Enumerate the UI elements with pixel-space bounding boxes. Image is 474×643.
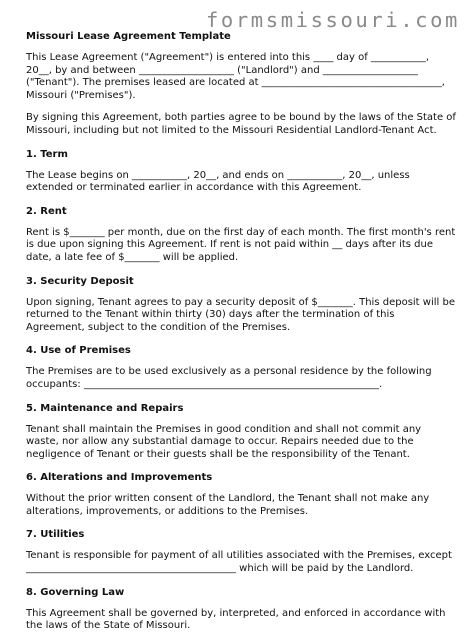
section-security-deposit xyxy=(26,275,456,335)
section-heading: 4. Use of Premises xyxy=(26,345,131,357)
section-heading: 6. Alterations and Improvements xyxy=(26,472,213,484)
section-maintenance xyxy=(26,402,456,462)
section-text: This Agreement shall be governed by, interpreted, and enforced in accordance with the laws of the State of Missouri. xyxy=(26,607,446,632)
document-page xyxy=(26,30,456,643)
watermark: formsmissouri.com xyxy=(205,8,460,32)
intro-paragraph: This Lease Agreement ("Agreement") is entered into this ____ day of ___________, 20__, by and between ___________________ ("Landlord") and ___________________ ("Tenant"). The premises leased are located at ____________________________________, Missouri ("Premises"). xyxy=(26,52,445,101)
section-text: Tenant is responsible for payment of all utilities associated with the Premises, except __________________________________________ which will be paid by the Landlord. xyxy=(26,550,452,575)
section-text: Upon signing, Tenant agrees to pay a security deposit of $_______. This deposit will be returned to the Tenant within thirty (30) days after the termination of this Agreement, subject to the condition of the Premises. xyxy=(26,296,455,333)
section-term xyxy=(26,148,456,195)
section-text: Rent is $_______ per month, due on the first day of each month. The first month's rent is due upon signing this Agreement. If rent is not paid within __ days after its due date, a late fee of $_______ will be applied. xyxy=(26,226,456,263)
section-rent xyxy=(26,205,456,265)
section-heading: 7. Utilities xyxy=(26,529,85,541)
section-alterations xyxy=(26,471,456,518)
binding-paragraph: By signing this Agreement, both parties agree to be bound by the laws of the State of Missouri, including but not limited to the Missouri Residential Landlord-Tenant Act. xyxy=(26,112,456,136)
section-heading: 1. Term xyxy=(26,148,68,160)
section-heading: 5. Maintenance and Repairs xyxy=(26,402,184,414)
section-use-of-premises xyxy=(26,344,456,391)
section-text: The Lease begins on ___________, 20__, and ends on ___________, 20__, unless extended or terminated earlier in accordance with this Agreement. xyxy=(26,169,410,194)
section-heading: 2. Rent xyxy=(26,205,67,217)
section-heading: 8. Governing Law xyxy=(26,586,125,598)
section-governing-law xyxy=(26,586,456,633)
document-title: Missouri Lease Agreement Template xyxy=(26,31,231,42)
section-heading: 3. Security Deposit xyxy=(26,275,134,287)
section-text: Tenant shall maintain the Premises in good condition and shall not commit any waste, nor allow any substantial damage to occur. Repairs needed due to the negligence of Tenant or their guests shall be the responsibility of the Tenant. xyxy=(26,423,422,460)
section-utilities xyxy=(26,528,456,575)
section-text: The Premises are to be used exclusively as a personal residence by the following occupants: ___________________________________________________________. xyxy=(26,366,432,390)
section-text: Without the prior written consent of the Landlord, the Tenant shall not make any alterations, improvements, or additions to the Premises. xyxy=(26,493,430,517)
